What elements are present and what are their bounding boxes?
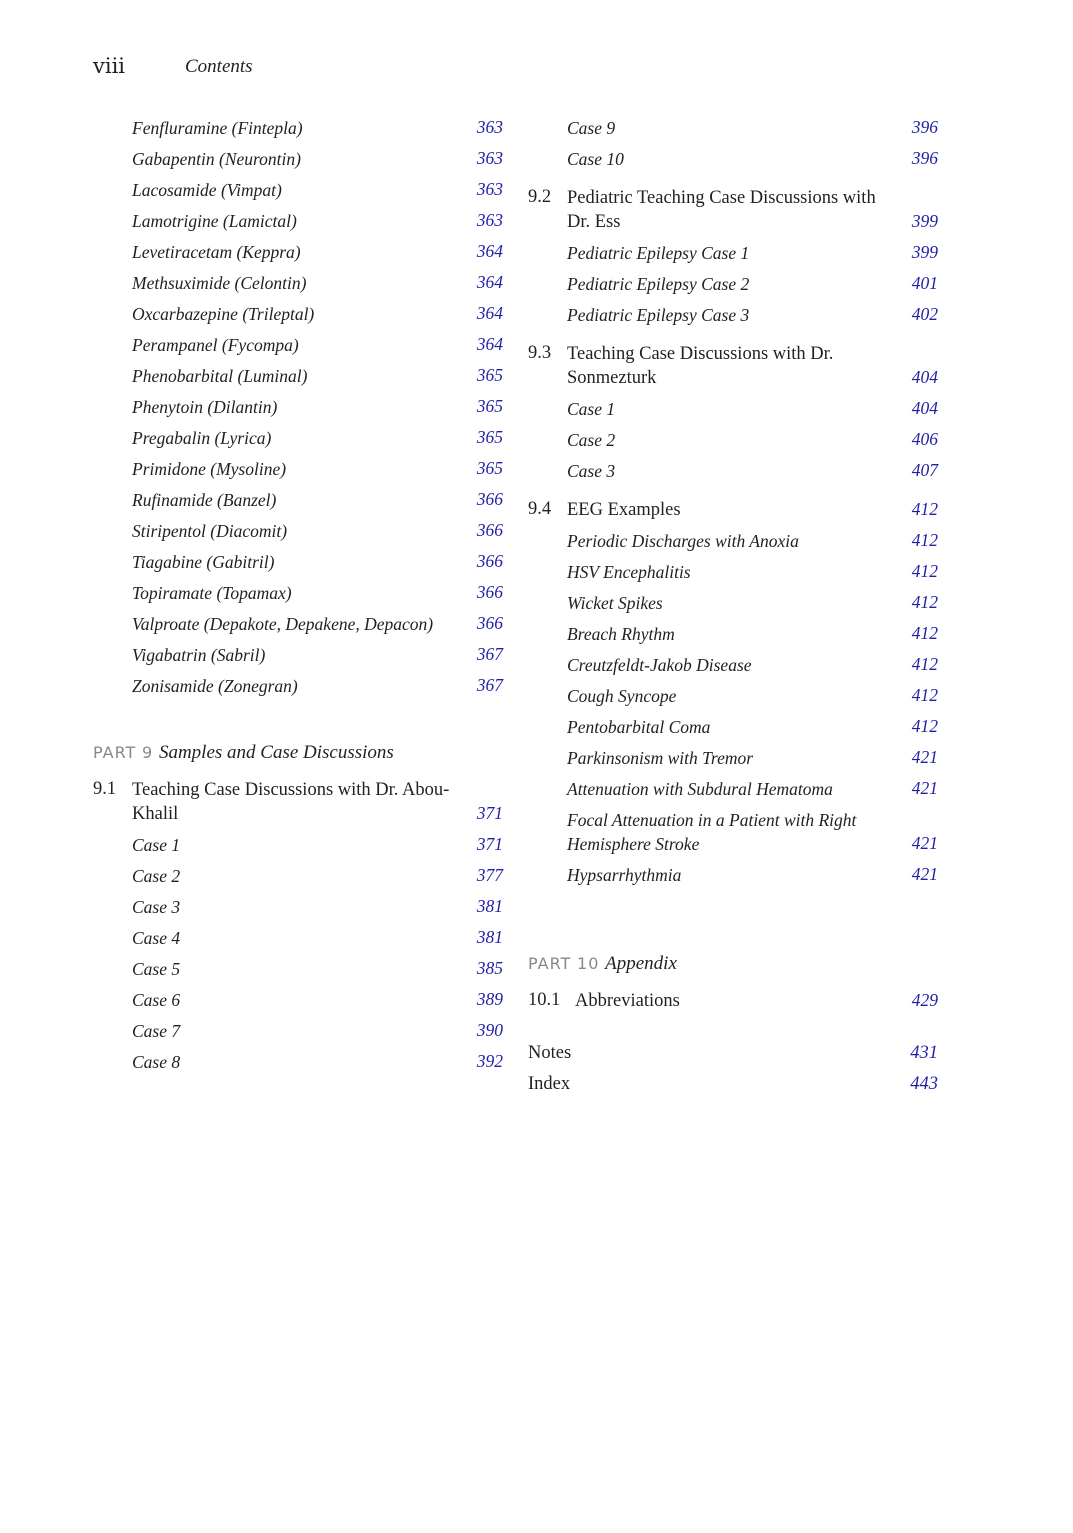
entry-title: Periodic Discharges with Anoxia: [567, 531, 799, 551]
entry-title: Cough Syncope: [567, 686, 677, 706]
entry-title: Attenuation with Subdural Hematoma: [567, 779, 833, 799]
page-ref[interactable]: 363: [476, 210, 503, 230]
entry-title: Levetiracetam (Keppra): [132, 242, 301, 262]
page-ref[interactable]: 404: [911, 398, 938, 418]
page-ref[interactable]: 399: [911, 242, 938, 262]
toc-entry[interactable]: [93, 205, 503, 236]
toc-entry[interactable]: [528, 618, 938, 649]
page-ref[interactable]: 406: [911, 429, 938, 449]
page-ref[interactable]: 366: [476, 520, 503, 540]
entry-title: Case 4: [132, 928, 181, 948]
section-number: 9.2: [528, 187, 552, 207]
page-ref[interactable]: 412: [911, 685, 938, 705]
part-label: PART: [93, 743, 137, 762]
page-ref[interactable]: 412: [911, 654, 938, 674]
page-ref[interactable]: 363: [476, 117, 503, 137]
page-ref[interactable]: 404: [911, 367, 938, 387]
toc-section[interactable]: [528, 182, 938, 237]
toc-entry[interactable]: [93, 546, 503, 577]
page-ref[interactable]: 396: [911, 117, 938, 137]
toc-entry[interactable]: [528, 859, 938, 890]
entry-title: Vigabatrin (Sabril): [132, 645, 266, 665]
toc-entry[interactable]: [93, 515, 503, 546]
section-title: Pediatric Teaching Case Discussions with Dr. Ess: [567, 188, 876, 232]
entry-title: Oxcarbazepine (Trileptal): [132, 304, 315, 324]
entry-title: Pentobarbital Coma: [567, 717, 711, 737]
page-ref[interactable]: 412: [911, 530, 938, 550]
section-items: [528, 393, 938, 486]
toc-entry[interactable]: [93, 422, 503, 453]
page-ref[interactable]: 385: [476, 958, 503, 978]
section-number: 10.1: [528, 990, 561, 1010]
part-title: Samples and Case Discussions: [158, 742, 394, 763]
toc-entry[interactable]: [528, 556, 938, 587]
toc-entry[interactable]: [93, 670, 503, 701]
part-number: 10: [577, 954, 600, 973]
toc-entry[interactable]: [528, 237, 938, 268]
entry-title: Stiripentol (Diacomit): [132, 521, 288, 541]
toc-entry[interactable]: [93, 922, 503, 953]
entry-title: Lamotrigine (Lamictal): [132, 211, 297, 231]
page-ref[interactable]: 364: [476, 241, 503, 261]
section-number: 9.4: [528, 499, 552, 519]
toc-entry[interactable]: [528, 680, 938, 711]
page-ref[interactable]: 412: [911, 499, 938, 519]
toc-entry[interactable]: [528, 424, 938, 455]
page-ref[interactable]: 392: [476, 1051, 503, 1071]
page-ref[interactable]: 407: [911, 460, 938, 480]
entry-title: Case 1: [132, 835, 181, 855]
entry-title: Focal Attenuation in a Patient with Right Hemisphere Stroke: [567, 810, 857, 854]
toc-entry[interactable]: [528, 143, 938, 174]
page-ref[interactable]: 366: [476, 551, 503, 571]
entry-title: Fenfluramine (Fintepla): [132, 118, 303, 138]
page-ref[interactable]: 365: [476, 427, 503, 447]
page-ref[interactable]: 363: [476, 179, 503, 199]
toc-entry[interactable]: [93, 112, 503, 143]
entry-title: Zonisamide (Zonegran): [132, 676, 298, 696]
toc-entry[interactable]: [93, 391, 503, 422]
page-ref[interactable]: 389: [476, 989, 503, 1009]
entry-title: Case 1: [567, 399, 616, 419]
entry-title: Phenobarbital (Luminal): [132, 366, 308, 386]
page-ref[interactable]: 381: [476, 896, 503, 916]
continued-items: [528, 112, 938, 174]
entry-title: Case 5: [132, 959, 181, 979]
toc-entry[interactable]: [93, 1046, 503, 1077]
entry-title: Breach Rhythm: [567, 624, 675, 644]
entry-title: Pediatric Epilepsy Case 3: [567, 305, 750, 325]
section-title: Teaching Case Discussions with Dr. Abou-Khalil: [132, 780, 450, 824]
page-ref[interactable]: 366: [476, 582, 503, 602]
toc-entry[interactable]: [528, 525, 938, 556]
page-number: viii: [93, 54, 126, 78]
toc-entry[interactable]: [93, 1015, 503, 1046]
section-number: 9.3: [528, 343, 552, 363]
entry-title: Pregabalin (Lyrica): [132, 428, 272, 448]
entry-title: Notes: [528, 1043, 572, 1063]
back-matter: [528, 1038, 938, 1100]
toc-column-right: [528, 112, 938, 1100]
part-heading: [528, 948, 938, 979]
entry-title: Case 3: [132, 897, 181, 917]
toc-entry[interactable]: [93, 891, 503, 922]
toc-entry[interactable]: [528, 393, 938, 424]
entry-title: Topiramate (Topamax): [132, 583, 292, 603]
page-ref[interactable]: 412: [911, 716, 938, 736]
entry-title: Perampanel (Fycompa): [132, 335, 299, 355]
page-ref[interactable]: 401: [911, 273, 938, 293]
entry-title: Hypsarrhythmia: [567, 865, 682, 885]
entry-title: Pediatric Epilepsy Case 1: [567, 243, 750, 263]
entry-title: Wicket Spikes: [567, 593, 663, 613]
page-ref[interactable]: 443: [910, 1074, 938, 1094]
toc-entry[interactable]: [93, 453, 503, 484]
toc-entry[interactable]: [528, 299, 938, 330]
section-items: [528, 525, 938, 890]
toc-section[interactable]: [528, 338, 938, 393]
entry-title: Phenytoin (Dilantin): [132, 397, 278, 417]
entry-title: Case 7: [132, 1021, 181, 1041]
entry-title: Creutzfeldt-Jakob Disease: [567, 655, 752, 675]
entry-title: Primidone (Mysoline): [132, 459, 287, 479]
toc-entry[interactable]: [93, 953, 503, 984]
toc-entry[interactable]: [528, 773, 938, 804]
page-ref[interactable]: 390: [476, 1020, 503, 1040]
toc-entry[interactable]: [528, 112, 938, 143]
entry-title: Rufinamide (Banzel): [132, 490, 277, 510]
toc-entry[interactable]: [528, 587, 938, 618]
toc-entry[interactable]: [93, 267, 503, 298]
toc-entry[interactable]: [93, 984, 503, 1015]
section-title: Abbreviations: [575, 991, 680, 1011]
entry-title: Case 8: [132, 1052, 181, 1072]
page-ref[interactable]: 363: [476, 148, 503, 168]
section-title: EEG Examples: [567, 500, 681, 520]
toc-entry[interactable]: [93, 174, 503, 205]
running-title: Contents: [185, 56, 253, 77]
page-ref[interactable]: 367: [476, 675, 503, 695]
page-ref[interactable]: 367: [476, 644, 503, 664]
page-ref[interactable]: 396: [911, 148, 938, 168]
section-number: 9.1: [93, 779, 117, 799]
entry-title: Methsuximide (Celontin): [132, 273, 307, 293]
toc-entry[interactable]: [93, 298, 503, 329]
toc-entry[interactable]: [93, 143, 503, 174]
entry-title: Parkinsonism with Tremor: [567, 748, 754, 768]
entry-title: Lacosamide (Vimpat): [132, 180, 282, 200]
toc-entry[interactable]: [93, 608, 503, 639]
page-ref[interactable]: 412: [911, 561, 938, 581]
toc-entry[interactable]: [93, 484, 503, 515]
page-ref[interactable]: 381: [476, 927, 503, 947]
page-ref[interactable]: 365: [476, 396, 503, 416]
entry-title: HSV Encephalitis: [567, 562, 691, 582]
part-label: PART: [528, 954, 572, 973]
entry-title: Gabapentin (Neurontin): [132, 149, 301, 169]
part-title: Appendix: [605, 953, 677, 974]
entry-title: Case 6: [132, 990, 181, 1010]
page-ref[interactable]: 371: [476, 834, 503, 854]
page-ref[interactable]: 364: [476, 272, 503, 292]
page-ref[interactable]: 377: [476, 865, 503, 885]
page-ref[interactable]: 412: [911, 592, 938, 612]
page-ref[interactable]: 366: [476, 613, 503, 633]
toc-entry[interactable]: [93, 236, 503, 267]
page-ref[interactable]: 365: [476, 458, 503, 478]
entry-title: Pediatric Epilepsy Case 2: [567, 274, 750, 294]
page-ref[interactable]: 431: [910, 1043, 938, 1063]
toc-entry[interactable]: [93, 360, 503, 391]
page-ref[interactable]: 371: [476, 803, 503, 823]
toc-entry[interactable]: [528, 1038, 938, 1069]
section-title: Teaching Case Discussions with Dr. Sonmezturk: [567, 344, 834, 388]
toc-entry[interactable]: [528, 804, 938, 859]
toc-entry[interactable]: [93, 639, 503, 670]
page-ref[interactable]: 421: [911, 833, 938, 853]
page-ref[interactable]: 399: [911, 211, 938, 231]
toc-entry[interactable]: [93, 577, 503, 608]
page-ref[interactable]: 364: [476, 303, 503, 323]
entry-title: Valproate (Depakote, Depakene, Depacon): [132, 614, 434, 634]
toc-entry[interactable]: [528, 268, 938, 299]
toc-column-left: [93, 112, 503, 1077]
toc-entry[interactable]: [93, 860, 503, 891]
toc-entry[interactable]: [93, 829, 503, 860]
entry-title: Case 2: [132, 866, 181, 886]
toc-entry[interactable]: [528, 649, 938, 680]
entry-title: Tiagabine (Gabitril): [132, 552, 275, 572]
toc-entry[interactable]: [528, 711, 938, 742]
entry-title: Case 9: [567, 118, 616, 138]
page-ref[interactable]: 421: [911, 864, 938, 884]
section-items: [528, 237, 938, 330]
section-items: [93, 829, 503, 1077]
page-ref[interactable]: 366: [476, 489, 503, 509]
toc-entry[interactable]: [528, 1069, 938, 1100]
page-ref[interactable]: 429: [911, 990, 938, 1010]
page-ref[interactable]: 365: [476, 365, 503, 385]
part-heading: [93, 737, 503, 768]
toc-section[interactable]: [528, 985, 938, 1016]
toc-section[interactable]: [528, 494, 938, 525]
page-ref[interactable]: 402: [911, 304, 938, 324]
toc-entry[interactable]: [528, 455, 938, 486]
entry-title: Case 10: [567, 149, 624, 169]
entry-title: Index: [528, 1074, 571, 1094]
toc-entry[interactable]: [528, 742, 938, 773]
page-ref[interactable]: 421: [911, 778, 938, 798]
entry-title: Case 3: [567, 461, 616, 481]
toc-section[interactable]: [93, 774, 503, 829]
page-ref[interactable]: 364: [476, 334, 503, 354]
entry-title: Case 2: [567, 430, 616, 450]
part-number: 9: [142, 743, 154, 762]
toc-entry[interactable]: [93, 329, 503, 360]
page-ref[interactable]: 412: [911, 623, 938, 643]
page-ref[interactable]: 421: [911, 747, 938, 767]
drug-list: [93, 112, 503, 701]
